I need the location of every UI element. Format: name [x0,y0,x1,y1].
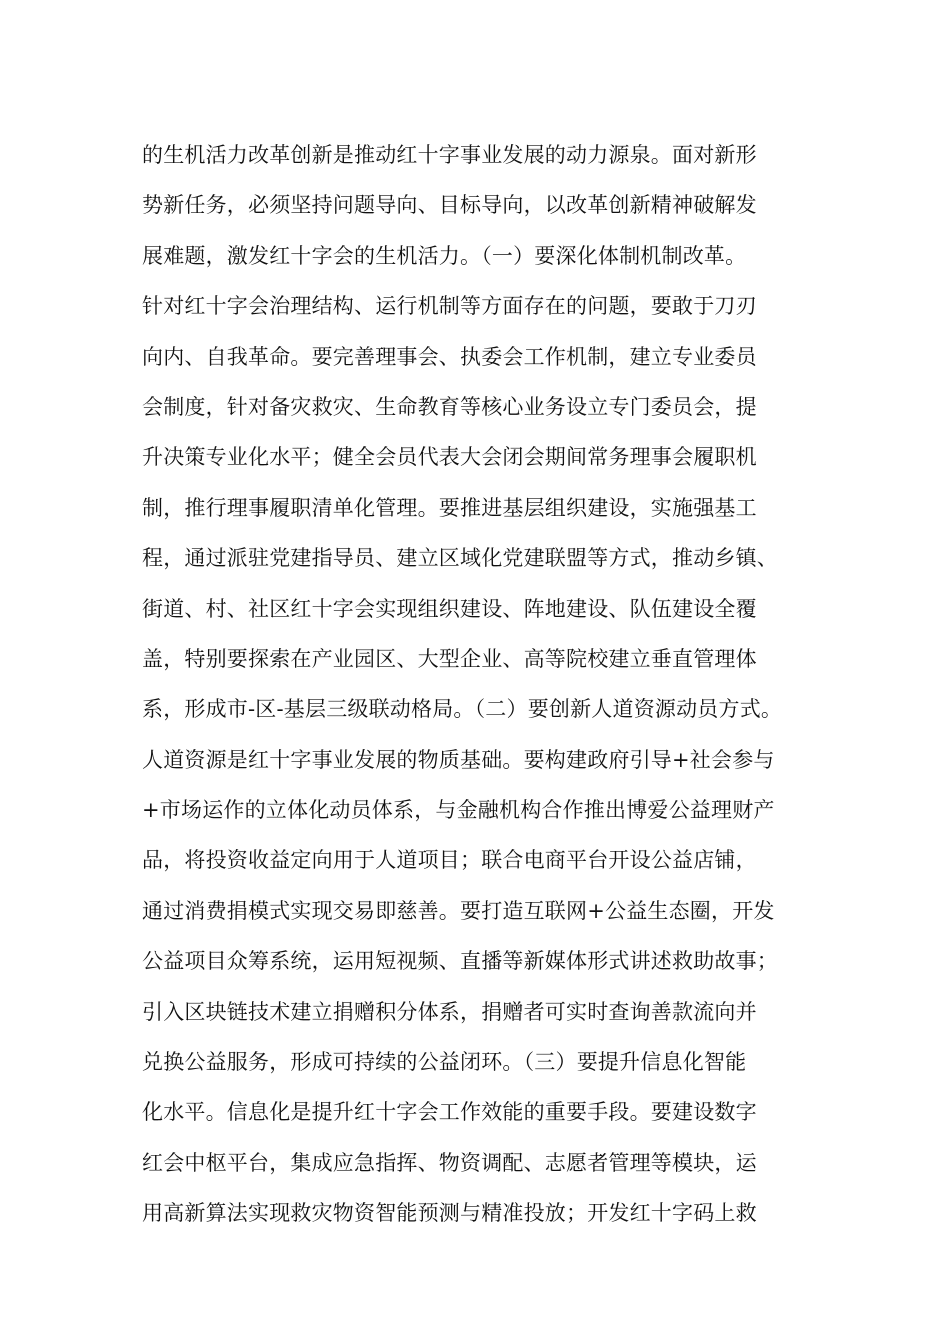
text-line: 通过消费捐模式实现交易即慈善。要打造互联网+公益生态圈，开发 [142,898,775,923]
text-line: 制，推行理事履职清单化管理。要推进基层组织建设，实施强基工 [142,495,757,520]
text-line: 系，形成市-区-基层三级联动格局。（二）要创新人道资源动员方式。 [142,697,783,722]
text-line: 引入区块链技术建立捐赠积分体系，捐赠者可实时查询善款流向并 [142,999,757,1024]
text-line: 人道资源是红十字事业发展的物质基础。要构建政府引导+社会参与 [142,747,775,772]
text-line: 升决策专业化水平；健全会员代表大会闭会期间常务理事会履职机 [142,445,757,470]
text-line: 红会中枢平台，集成应急指挥、物资调配、志愿者管理等模块，运 [142,1150,757,1175]
text-line: 品，将投资收益定向用于人道项目；联合电商平台开设公益店铺， [142,848,757,873]
text-line: 的生机活力改革创新是推动红十字事业发展的动力源泉。面对新形 [142,143,757,167]
text-line: 向内、自我革命。要完善理事会、执委会工作机制，建立专业委员 [142,344,757,369]
text-line: 公益项目众筹系统，运用短视频、直播等新媒体形式讲述救助故事； [142,949,778,974]
text-line: 盖，特别要探索在产业园区、大型企业、高等院校建立垂直管理体 [142,646,757,671]
text-line: 街道、村、社区红十字会实现组织建设、阵地建设、队伍建设全覆 [142,596,757,621]
text-line: 展难题，激发红十字会的生机活力。（一）要深化体制机制改革。 [142,243,747,268]
text-line: 程，通过派驻党建指导员、建立区域化党建联盟等方式，推动乡镇、 [142,546,778,571]
body-paragraph [142,130,832,1239]
text-line: 用高新算法实现救灾物资智能预测与精准投放；开发红十字码上救 [142,1201,757,1226]
text-line: 化水平。信息化是提升红十字会工作效能的重要手段。要建设数字 [142,1100,757,1125]
text-line: 会制度，针对备灾救灾、生命教育等核心业务设立专门委员会，提 [142,394,757,419]
text-line: 势新任务，必须坚持问题导向、目标导向，以改革创新精神破解发 [142,193,757,218]
text-line: 针对红十字会治理结构、运行机制等方面存在的问题，要敢于刀刃 [142,294,757,319]
text-line: +市场运作的立体化动员体系，与金融机构合作推出博爱公益理财产 [142,798,775,823]
text-line: 兑换公益服务，形成可持续的公益闭环。（三）要提升信息化智能 [142,1050,747,1075]
